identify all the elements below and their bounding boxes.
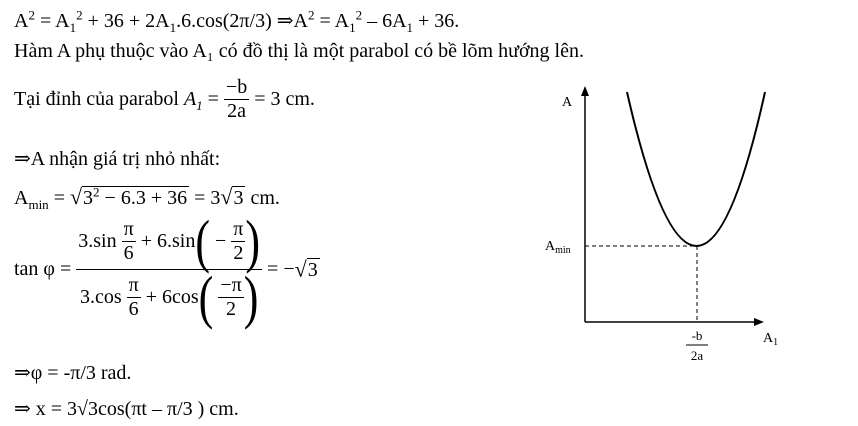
y-axis-arrowhead: [581, 86, 589, 96]
vertex-equation: Tại đỉnh của parabol $A_1$ = $\frac{-b}{2a}$ = 3 cm.: [14, 76, 315, 122]
x-axis-label: $A_1$: [763, 331, 779, 348]
tick-denominator: 2a: [690, 348, 704, 363]
parabola-curve: [627, 92, 765, 246]
equation-line-1: $A^2 = A_1^2 + 36 + 2A_1.6.\cos(2\pi/3)$ $\Rightarrow A^2 = A_1^2 - 6A_1 + 36$.: [14, 7, 460, 35]
amin-equation: $A_{min} = √3^2 - 6.3 + 36 = 3√3$ cm.: [14, 184, 280, 212]
implies-arrow: ⇒: [276, 10, 294, 32]
x-result: ⇒ x = 3√3cos(πt – π/3 ) cm.: [14, 398, 239, 420]
minimum-statement: ⇒A nhận giá trị nhỏ nhất:: [14, 148, 221, 170]
phi-result: ⇒φ = -π/3 rad.: [14, 362, 132, 384]
x-axis-arrowhead: [754, 318, 764, 326]
amin-label: $A_{min}$: [545, 239, 571, 256]
tan-phi-equation: tan φ = 3.sin $\frac{\pi}{6}$ + 6.sin( − $\frac{\pi}{2}$ ) 3.cos $\frac{\pi}{6}$ + 6cos( $\frac{-\pi}{2}$ ) = −√3: [14, 207, 318, 330]
tick-numerator: -b: [691, 328, 703, 343]
statement-parabola: Hàm A phụ thuộc vào A₁ có đồ thị là một parabol có bề lõm hướng lên.: [14, 40, 584, 62]
y-axis-label: A: [562, 95, 573, 110]
